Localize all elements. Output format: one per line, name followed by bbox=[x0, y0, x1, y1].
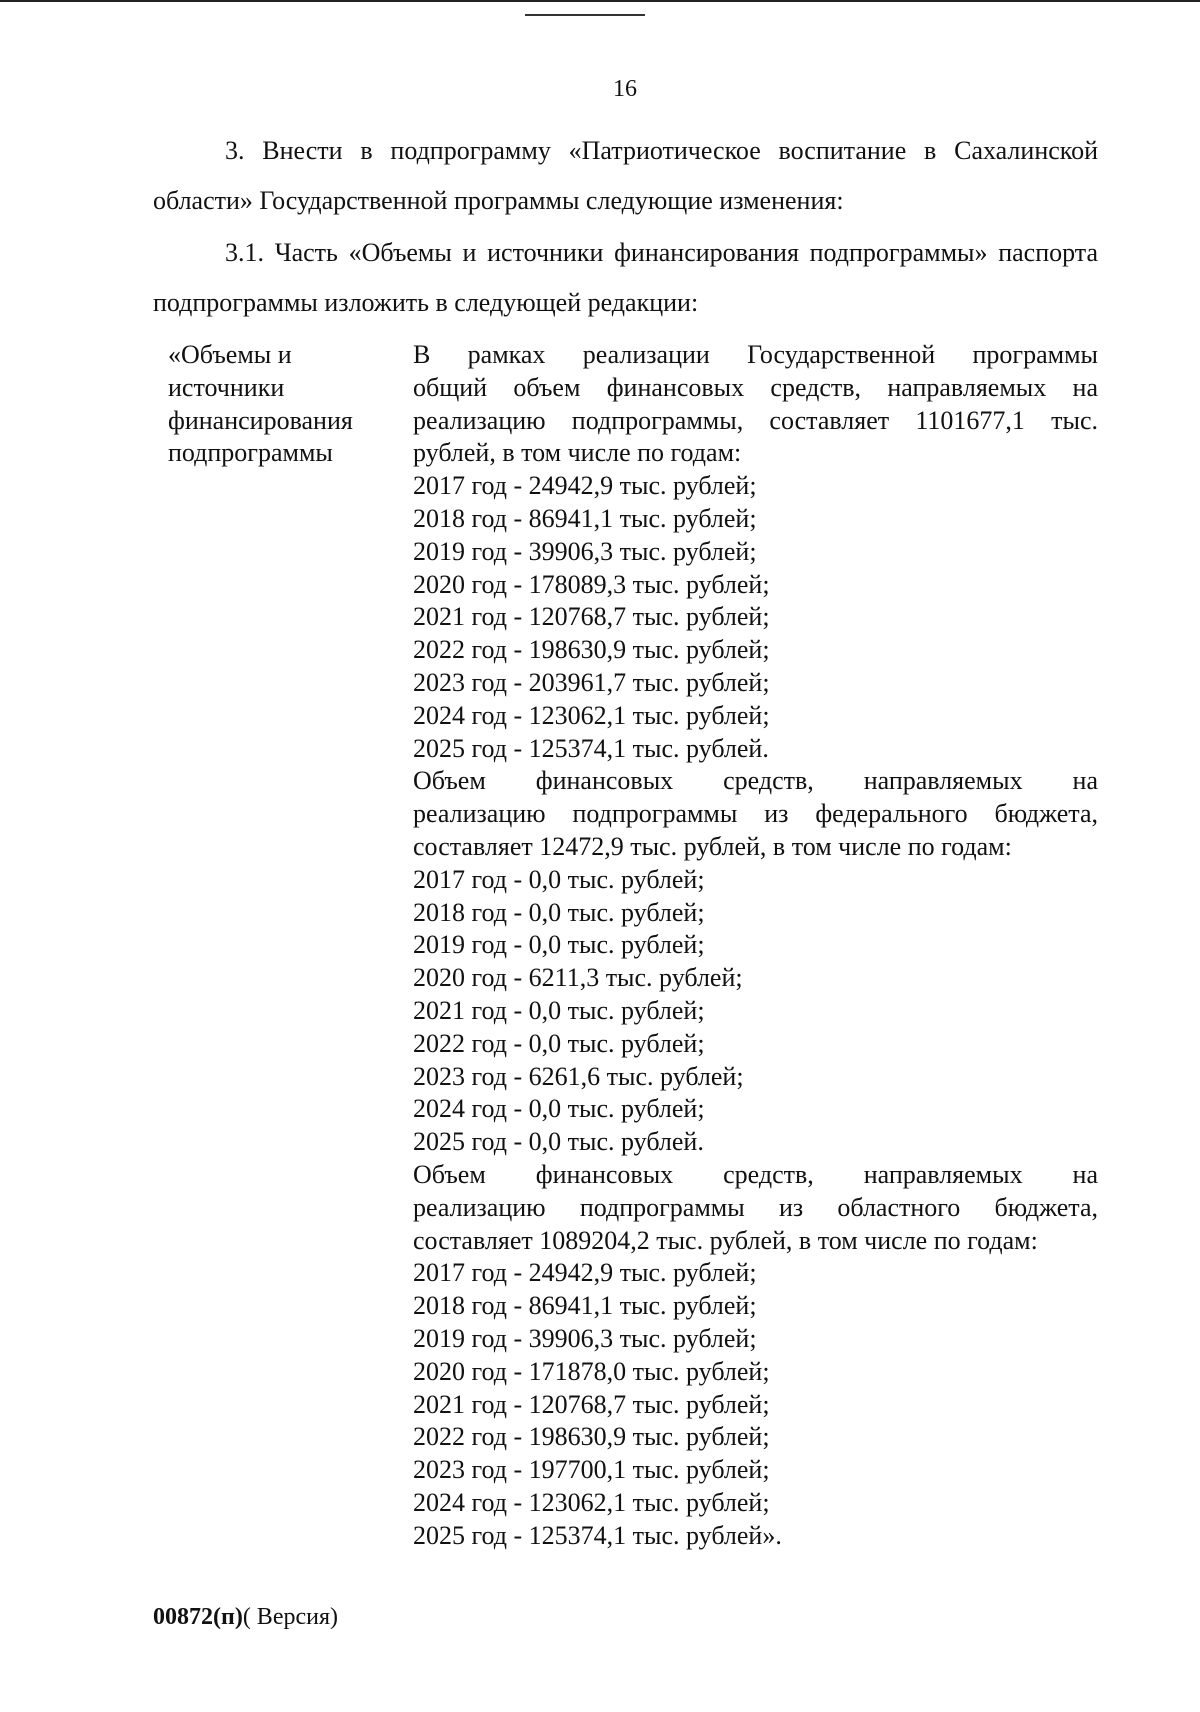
total-year-row: 2024 год - 123062,1 тыс. рублей; bbox=[413, 700, 770, 730]
total-year-row: 2022 год - 198630,9 тыс. рублей; bbox=[413, 635, 770, 665]
regional-text-line: Объем финансовых средств, направляемых на bbox=[413, 1159, 1098, 1189]
document-footer bbox=[153, 1604, 338, 1631]
total-text-line: реализацию подпрограммы, составляет 1101677,1 тыс. bbox=[413, 405, 1098, 435]
federal-text-line: Объем финансовых средств, направляемых на bbox=[413, 766, 1098, 796]
federal-year-row: 2023 год - 6261,6 тыс. рублей; bbox=[413, 1061, 744, 1091]
left-cell-line: «Объемы и bbox=[168, 340, 292, 369]
total-year-row: 2021 год - 120768,7 тыс. рублей; bbox=[413, 602, 770, 632]
total-year-row: 2018 год - 86941,1 тыс. рублей; bbox=[413, 503, 757, 533]
total-text-line: В рамках реализации Государственной программы bbox=[413, 340, 1098, 369]
regional-year-row: 2017 год - 24942,9 тыс. рублей; bbox=[413, 1258, 757, 1288]
federal-year-row: 2025 год - 0,0 тыс. рублей. bbox=[413, 1127, 704, 1157]
federal-text-line: составляет 12472,9 тыс. рублей, в том числе по годам: bbox=[413, 831, 1012, 861]
left-cell-line: подпрограммы bbox=[168, 438, 333, 468]
federal-year-row: 2019 год - 0,0 тыс. рублей; bbox=[413, 930, 705, 960]
left-cell-line: источники bbox=[168, 372, 285, 402]
page-number: 16 bbox=[613, 76, 637, 102]
federal-year-row: 2024 год - 0,0 тыс. рублей; bbox=[413, 1094, 705, 1124]
total-year-row: 2017 год - 24942,9 тыс. рублей; bbox=[413, 471, 757, 501]
table-left-cell bbox=[168, 339, 388, 470]
regional-year-row: 2022 год - 198630,9 тыс. рублей; bbox=[413, 1422, 770, 1452]
regional-text-line: реализацию подпрограммы из областного бюджета, bbox=[413, 1192, 1098, 1222]
total-year-row: 2025 год - 125374,1 тыс. рублей. bbox=[413, 733, 769, 763]
table-right-cell bbox=[413, 339, 1098, 1552]
left-cell-line: финансирования bbox=[168, 405, 353, 435]
total-year-row: 2023 год - 203961,7 тыс. рублей; bbox=[413, 667, 770, 697]
regional-year-row: 2025 год - 125374,1 тыс. рублей». bbox=[413, 1520, 782, 1550]
federal-year-row: 2020 год - 6211,3 тыс. рублей; bbox=[413, 963, 743, 993]
regional-year-row: 2023 год - 197700,1 тыс. рублей; bbox=[413, 1455, 770, 1485]
scan-top-edge bbox=[0, 0, 1200, 2]
regional-year-row: 2020 год - 171878,0 тыс. рублей; bbox=[413, 1356, 770, 1386]
regional-text-line: составляет 1089204,2 тыс. рублей, в том числе по годам: bbox=[413, 1225, 1038, 1255]
scan-mark bbox=[525, 14, 645, 16]
regional-year-row: 2021 год - 120768,7 тыс. рублей; bbox=[413, 1389, 770, 1419]
paragraph-3: 3. Внести в подпрограмму «Патриотическое воспитание в Сахалинской области» Государственной программы следующие изменения: bbox=[153, 136, 1098, 215]
regional-year-row: 2018 год - 86941,1 тыс. рублей; bbox=[413, 1291, 757, 1321]
federal-year-row: 2018 год - 0,0 тыс. рублей; bbox=[413, 897, 705, 927]
total-text-line: рублей, в том числе по годам: bbox=[413, 438, 742, 468]
federal-year-row: 2022 год - 0,0 тыс. рублей; bbox=[413, 1028, 705, 1058]
total-year-row: 2019 год - 39906,3 тыс. рублей; bbox=[413, 536, 757, 566]
federal-year-row: 2017 год - 0,0 тыс. рублей; bbox=[413, 864, 705, 894]
paragraph-3-1: 3.1. Часть «Объемы и источники финансирования подпрограммы» паспорта подпрограммы изложить в следующей редакции: bbox=[153, 238, 1098, 317]
total-text-line: общий объем финансовых средств, направляемых на bbox=[413, 372, 1098, 402]
federal-year-row: 2021 год - 0,0 тыс. рублей; bbox=[413, 995, 705, 1025]
regional-year-row: 2024 год - 123062,1 тыс. рублей; bbox=[413, 1487, 770, 1517]
regional-year-row: 2019 год - 39906,3 тыс. рублей; bbox=[413, 1323, 757, 1353]
federal-text-line: реализацию подпрограммы из федерального бюджета, bbox=[413, 799, 1098, 829]
total-year-row: 2020 год - 178089,3 тыс. рублей; bbox=[413, 569, 770, 599]
document-version: ( Версия) bbox=[242, 1604, 338, 1630]
document-code: 00872(п) bbox=[153, 1604, 243, 1630]
